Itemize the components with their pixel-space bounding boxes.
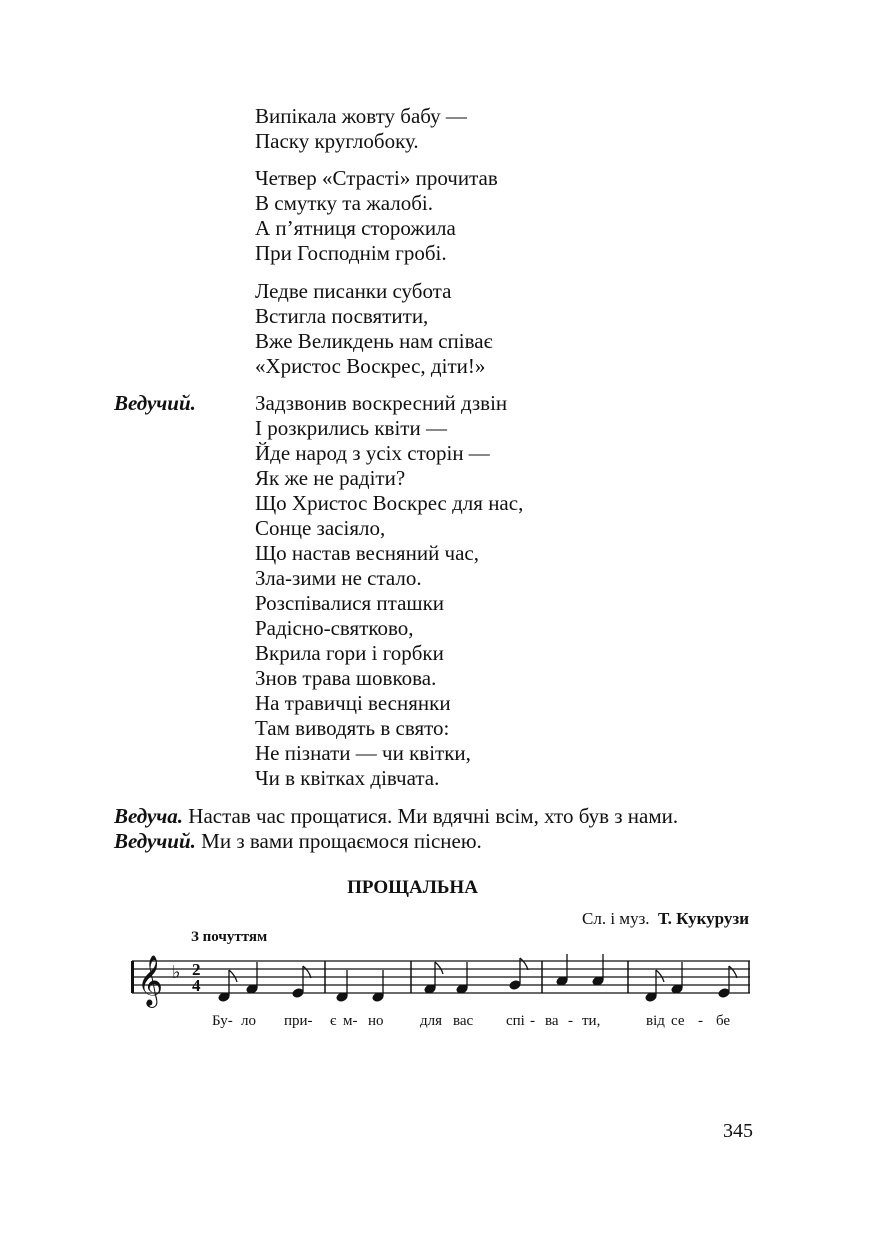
flat-icon: ♭ xyxy=(172,962,181,983)
time-signature-bottom: 4 xyxy=(192,976,201,995)
lyric-syllable: для xyxy=(420,1013,443,1029)
speaker-label: Ведуча. xyxy=(114,804,184,828)
verse-line: При Господнім гробі. xyxy=(255,241,447,265)
lyric-syllable: від xyxy=(646,1013,665,1029)
lyric-syllable: спі xyxy=(506,1013,525,1029)
speaker-label: Ведучий. xyxy=(114,829,196,853)
verse-line: Вкрила гори і горбки xyxy=(255,641,444,665)
verse-line: Чи в квітках дівчата. xyxy=(255,766,440,790)
verse-line: Розспівалися пташки xyxy=(255,591,445,615)
verse-line: Що Христос Воскрес для нас, xyxy=(255,491,524,515)
speaker-label: Ведучий. xyxy=(114,391,196,415)
verse-line: На травичці веснянки xyxy=(255,691,451,715)
note xyxy=(292,988,304,998)
lyric-syllable: ва xyxy=(545,1013,559,1029)
credit-prefix: Сл. і муз. xyxy=(582,909,650,928)
opening-barline xyxy=(131,961,134,993)
lyric-syllable: Бу- xyxy=(212,1013,233,1029)
lyric-syllable: м- xyxy=(343,1013,358,1029)
verse-line: Випікала жовту бабу — xyxy=(255,104,467,128)
lyric-syllable: вас xyxy=(453,1013,474,1029)
verse-line: Паску круглобоку. xyxy=(255,129,419,153)
tempo-marking: З почуттям xyxy=(191,929,268,945)
note-flag xyxy=(229,970,237,982)
note-flag xyxy=(435,962,443,974)
verse-line: Як же не радіти? xyxy=(255,466,406,490)
page-number: 345 xyxy=(723,1120,753,1142)
lyric-syllable: бе xyxy=(716,1013,731,1029)
lyric-syllable: - xyxy=(568,1013,573,1029)
verse-line: Встигла посвятити, xyxy=(255,304,429,328)
note xyxy=(509,980,521,990)
note-flag xyxy=(303,966,311,978)
staff-lines xyxy=(132,961,750,993)
song-title: ПРОЩАЛЬНА xyxy=(347,877,478,898)
lyric-syllable: при- xyxy=(284,1013,313,1029)
verse-line: Ледве писанки субота xyxy=(255,279,452,303)
verse-line: Четвер «Страсті» прочитав xyxy=(255,166,498,190)
verse-line: Знов трава шовкова. xyxy=(255,666,437,690)
verse-line: Не пізнати — чи квітки, xyxy=(255,741,471,765)
verse-line: Сонце засіяло, xyxy=(255,516,386,540)
verse-line: Радісно-святково, xyxy=(255,616,414,640)
verse-line: Вже Великдень нам співає xyxy=(255,329,493,353)
time-signature-top: 2 xyxy=(192,960,201,979)
verse-line: Зла-зими не стало. xyxy=(255,566,422,590)
verse-line: В смутку та жалобі. xyxy=(255,191,433,215)
verse-line: «Христос Воскрес, діти!» xyxy=(255,354,486,378)
verse-line: Що настав весняний час, xyxy=(255,541,480,565)
lyric-syllable: ти, xyxy=(582,1013,601,1029)
verse-line: Задзвонив воскресний дзвін xyxy=(255,391,508,415)
dialogue-text: Настав час прощатися. Ми вдячні всім, хто був з нами. xyxy=(183,804,679,828)
dialogue-text: Ми з вами прощаємося піснею. xyxy=(195,829,482,853)
note-flag xyxy=(729,966,737,978)
lyric-syllable: - xyxy=(530,1013,535,1029)
lyric-syllable: - xyxy=(698,1013,703,1029)
lyric-syllable: се xyxy=(671,1013,685,1029)
verse-line: І розкрились квіти — xyxy=(255,416,447,440)
note xyxy=(718,988,730,998)
verse-line: Йде народ з усіх сторін — xyxy=(255,441,490,465)
credit-author: Т. Кукурузи xyxy=(658,909,749,928)
verse-line: А п’ятниця сторожила xyxy=(255,216,456,240)
treble-clef-icon: 𝄞 xyxy=(137,955,164,1006)
note-flag xyxy=(520,958,528,970)
lyric-syllable: ло xyxy=(241,1013,256,1029)
lyric-syllable: є xyxy=(330,1013,337,1029)
verse-line: Там виводять в свято: xyxy=(255,716,450,740)
lyric-syllable: но xyxy=(368,1013,384,1029)
note-flag xyxy=(656,970,664,982)
